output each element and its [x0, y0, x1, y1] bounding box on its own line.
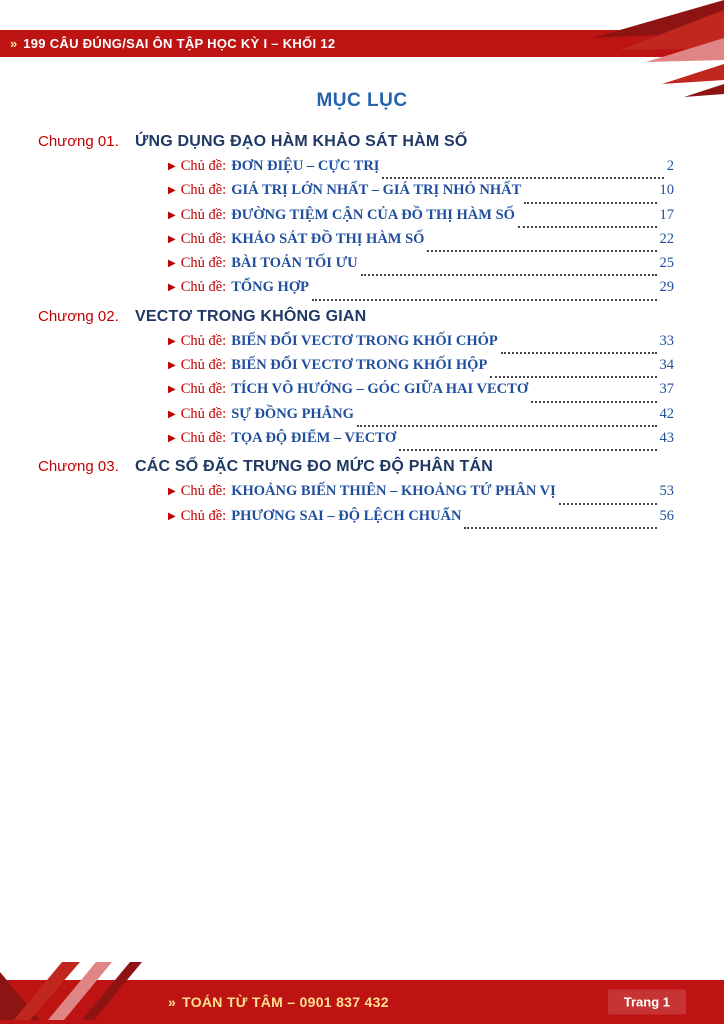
- page-number: 42: [659, 405, 674, 422]
- toc-entry[interactable]: [168, 155, 674, 179]
- dot-leader: [501, 330, 657, 354]
- topic-title: BIẾN ĐỔI VECTƠ TRONG KHỐI HỘP: [231, 357, 488, 374]
- dot-leader: [361, 252, 657, 276]
- toc-entry[interactable]: [168, 427, 674, 451]
- topic-label: Chủ đề:: [180, 182, 227, 199]
- page-number: 2: [666, 158, 674, 174]
- footer-contact-text: TOÁN TỪ TÂM – 0901 837 432: [182, 994, 389, 1010]
- triangle-bullet-icon: ▶: [168, 282, 176, 294]
- topic-label: Chủ đề:: [180, 483, 227, 500]
- toc-entry[interactable]: [168, 204, 674, 228]
- chapter-title: ỨNG DỤNG ĐẠO HÀM KHẢO SÁT HÀM SỐ: [135, 133, 468, 150]
- page-number: 33: [659, 332, 674, 349]
- topic-label: Chủ đề:: [180, 332, 227, 349]
- chapter-number: Chương 02.: [38, 307, 119, 325]
- triangle-bullet-icon: ▶: [168, 384, 176, 396]
- toc-entry[interactable]: [168, 378, 674, 402]
- triangle-bullet-icon: ▶: [168, 510, 176, 522]
- toc-entry[interactable]: [168, 252, 674, 276]
- chapter-number: Chương 01.: [38, 133, 119, 150]
- toc-title: MỤC LỤC: [316, 90, 408, 111]
- topic-title: KHẢO SÁT ĐỒ THỊ HÀM SỐ: [231, 230, 425, 247]
- topic-title: BÀI TOÁN TỐI ƯU: [231, 255, 358, 272]
- topic-title: KHOẢNG BIẾN THIÊN – KHOẢNG TỨ PHÂN VỊ: [231, 483, 556, 500]
- triangle-bullet-icon: ▶: [168, 360, 176, 372]
- toc-entry[interactable]: [168, 354, 674, 378]
- footer-contact: [168, 994, 389, 1010]
- topic-label: Chủ đề:: [180, 230, 227, 247]
- topic-label: Chủ đề:: [180, 206, 227, 223]
- chapter-heading: [38, 454, 674, 480]
- triangle-bullet-icon: ▶: [168, 432, 176, 444]
- toc-entry[interactable]: [168, 276, 674, 300]
- topic-title: TÍCH VÔ HƯỚNG – GÓC GIỮA HAI VECTƠ: [231, 381, 529, 398]
- dot-leader: [531, 378, 656, 402]
- topic-title: PHƯƠNG SAI – ĐỘ LỆCH CHUẨN: [231, 507, 462, 524]
- page-number: 25: [659, 255, 674, 272]
- topic-label: Chủ đề:: [180, 405, 227, 422]
- dot-leader: [464, 505, 656, 529]
- dot-leader: [427, 228, 656, 252]
- toc-entry[interactable]: [168, 403, 674, 427]
- triangle-bullet-icon: ▶: [168, 258, 176, 270]
- dot-leader: [559, 480, 657, 504]
- page-number: 10: [659, 182, 674, 199]
- topic-label: Chủ đề:: [180, 381, 227, 398]
- header-prefix: »: [10, 36, 18, 51]
- dot-leader: [524, 179, 656, 203]
- dot-leader: [518, 204, 657, 228]
- topic-label: Chủ đề:: [180, 507, 227, 524]
- chapter-number: Chương 03.: [38, 458, 119, 476]
- topic-label: Chủ đề:: [180, 429, 227, 446]
- chapter-title: CÁC SỐ ĐẶC TRƯNG ĐO MỨC ĐỘ PHÂN TÁN: [135, 458, 493, 476]
- chapter-title: VECTƠ TRONG KHÔNG GIAN: [135, 307, 367, 325]
- dot-leader: [357, 403, 657, 427]
- triangle-bullet-icon: ▶: [168, 209, 176, 221]
- toc-entry[interactable]: [168, 480, 674, 504]
- triangle-bullet-icon: ▶: [168, 486, 176, 498]
- page-number: 34: [659, 357, 674, 374]
- chapter-heading: [38, 304, 674, 330]
- page-indicator: Trang 1: [608, 990, 686, 1015]
- diagonal-stripes-icon: [0, 954, 160, 1020]
- page-number: 37: [659, 381, 674, 398]
- dot-leader: [382, 155, 663, 179]
- dot-leader: [399, 427, 656, 451]
- triangle-bullet-icon: ▶: [168, 161, 176, 172]
- topic-title: BIẾN ĐỔI VECTƠ TRONG KHỐI CHÓP: [231, 332, 498, 349]
- topic-title: TỌA ĐỘ ĐIỂM – VECTƠ: [231, 429, 397, 446]
- toc-entry[interactable]: [168, 179, 674, 203]
- page-number: 53: [659, 483, 674, 500]
- chapter-heading: [38, 129, 674, 155]
- page-number: 17: [659, 206, 674, 223]
- page-number: 56: [659, 507, 674, 524]
- topic-title: SỰ ĐỒNG PHẲNG: [231, 405, 354, 422]
- page-number: 22: [659, 230, 674, 247]
- corner-arrows-icon: [554, 0, 724, 100]
- triangle-bullet-icon: ▶: [168, 233, 176, 245]
- triangle-bullet-icon: ▶: [168, 408, 176, 420]
- topic-label: Chủ đề:: [180, 255, 227, 272]
- header-title: 199 CÂU ĐÚNG/SAI ÔN TẬP HỌC KỲ I – KHỐI 12: [23, 36, 336, 51]
- topic-title: GIÁ TRỊ LỚN NHẤT – GIÁ TRỊ NHỎ NHẤT: [231, 182, 522, 199]
- topic-title: TỔNG HỢP: [231, 279, 309, 296]
- dot-leader: [312, 276, 657, 300]
- page-number: 29: [659, 279, 674, 296]
- triangle-bullet-icon: ▶: [168, 185, 176, 197]
- topic-title: ĐƠN ĐIỆU – CỰC TRỊ: [231, 158, 380, 174]
- toc-entry[interactable]: [168, 228, 674, 252]
- topic-label: Chủ đề:: [180, 279, 227, 296]
- toc-entry[interactable]: [168, 330, 674, 354]
- toc-entry[interactable]: [168, 505, 674, 529]
- footer-prefix: »: [168, 994, 177, 1010]
- dot-leader: [490, 354, 656, 378]
- triangle-bullet-icon: ▶: [168, 335, 176, 347]
- toc: [38, 126, 674, 529]
- topic-label: Chủ đề:: [180, 357, 227, 374]
- page-number: 43: [659, 429, 674, 446]
- topic-label: Chủ đề:: [180, 158, 227, 174]
- topic-title: ĐƯỜNG TIỆM CẬN CỦA ĐỒ THỊ HÀM SỐ: [231, 206, 515, 223]
